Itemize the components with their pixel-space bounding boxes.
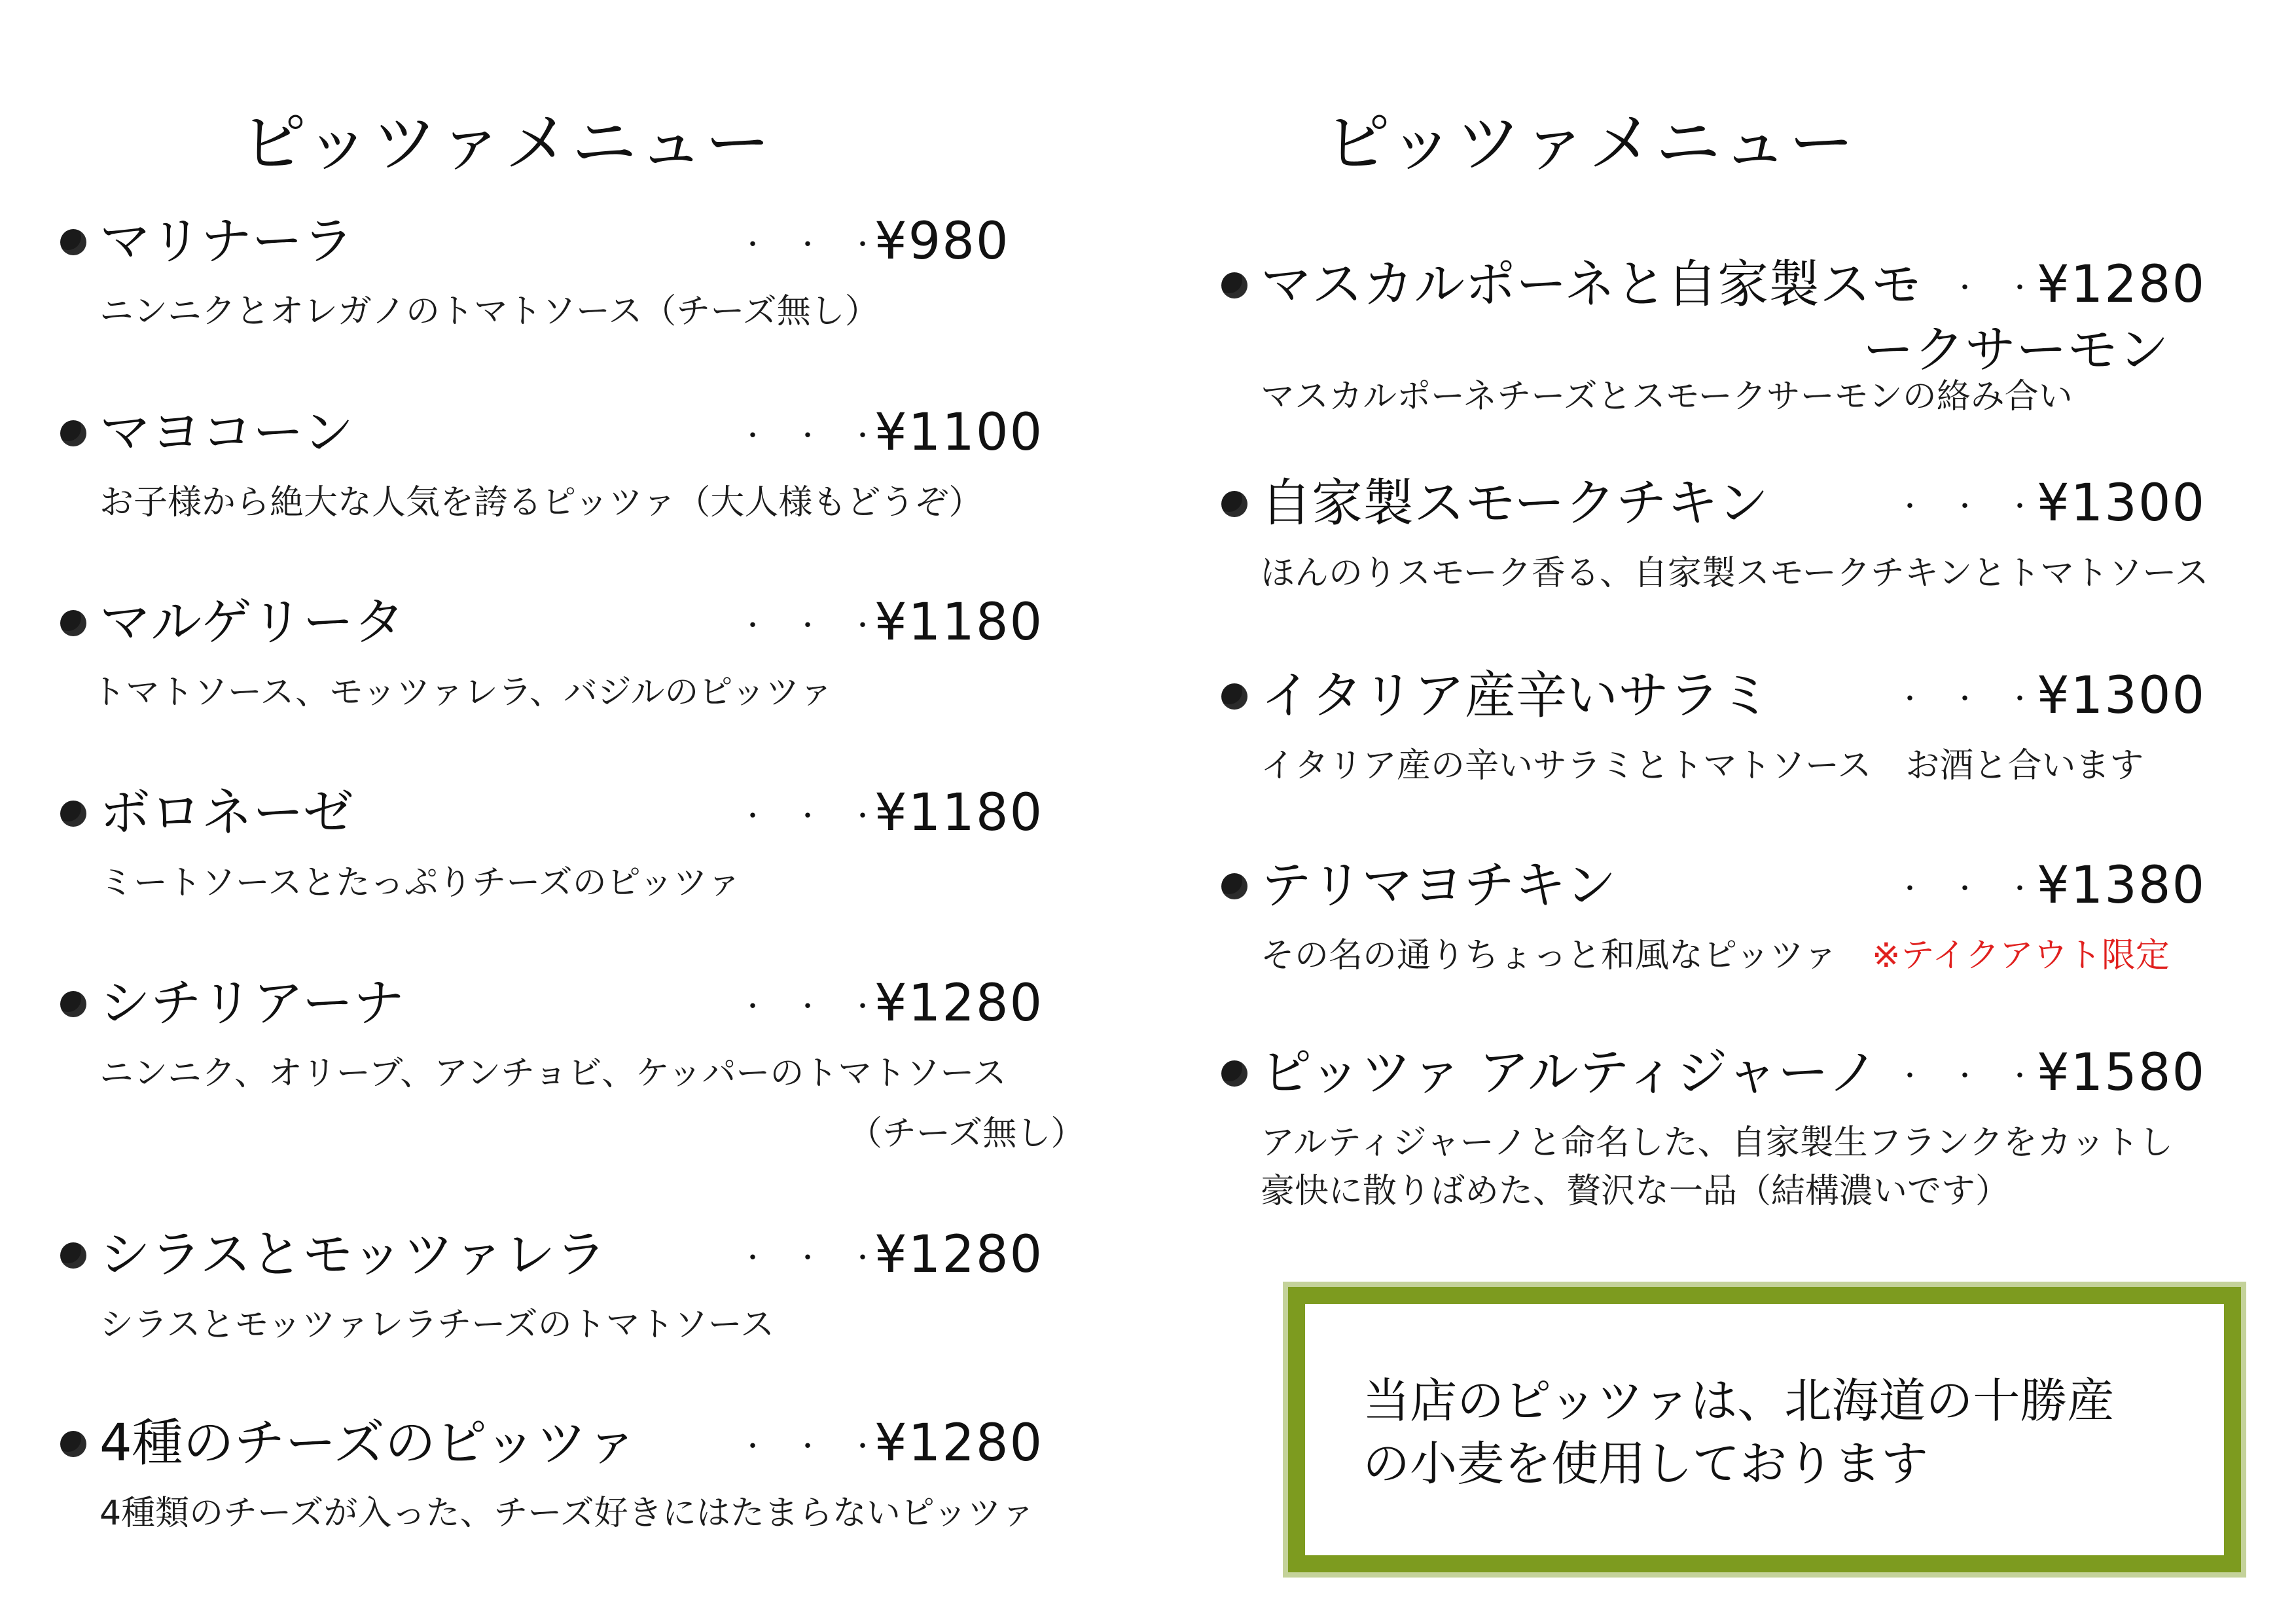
- bullet-icon: [1221, 1060, 1247, 1087]
- item-name-continued: ークサーモン: [1863, 321, 2170, 380]
- leader-dots: ・・・: [1897, 684, 2062, 714]
- item-description-continued: （チーズ無し）: [848, 1114, 1085, 1153]
- bullet-icon: [1221, 873, 1247, 899]
- item-description: シラスとモッツァレラチーズのトマトソース: [99, 1305, 775, 1344]
- leader-dots: ・・・: [740, 801, 905, 831]
- item-description: ニンニク、オリーブ、アンチョビ、ケッパーのトマトソース: [99, 1054, 1007, 1093]
- item-name: 自家製スモークチキン: [1261, 474, 1769, 533]
- item-price: ¥1300: [2037, 474, 2206, 533]
- item-price: ¥980: [874, 212, 1010, 271]
- item-description: お子様から絶大な人気を誇るピッツァ（大人様もどうぞ）: [99, 483, 983, 522]
- bullet-icon: [60, 1242, 86, 1269]
- leader-dots: ・・・: [1897, 273, 2062, 303]
- notice-text: [1363, 1369, 2227, 1495]
- item-price: ¥1180: [874, 784, 1044, 842]
- item-price: ¥1180: [874, 593, 1044, 652]
- notice-box: [1288, 1287, 2241, 1572]
- item-price: ¥1280: [874, 1414, 1044, 1473]
- item-price: ¥1280: [2037, 255, 2206, 314]
- leader-dots: ・・・: [740, 1432, 905, 1462]
- item-name: マヨコーン: [99, 403, 354, 462]
- leader-dots: ・・・: [1897, 874, 2062, 904]
- notice-line-2: の小麦を使用しております: [1363, 1436, 1929, 1491]
- item-description: ほんのりスモーク香る、自家製スモークチキンとトマトソース: [1261, 554, 2209, 593]
- item-name: シチリアーナ: [99, 974, 404, 1033]
- bullet-icon: [60, 229, 86, 255]
- item-name: シラスとモッツァレラ: [99, 1225, 607, 1284]
- bullet-icon: [1221, 491, 1247, 517]
- bullet-icon: [60, 1431, 86, 1457]
- item-price: ¥1100: [874, 403, 1044, 462]
- bullet-icon: [60, 991, 86, 1017]
- leader-dots: ・・・: [740, 992, 905, 1022]
- item-price: ¥1300: [2037, 666, 2206, 725]
- item-description: トマトソース、モッツァレラ、バジルのピッツァ: [92, 673, 833, 712]
- item-description: イタリア産の辛いサラミとトマトソース お酒と合います: [1261, 746, 2144, 785]
- menu-title-right: ピッツァメニュー: [1325, 105, 1856, 181]
- leader-dots: ・・・: [1897, 492, 2062, 522]
- item-description: その名の通りちょっと和風なピッツァ: [1261, 936, 1838, 975]
- bullet-icon: [1221, 683, 1247, 710]
- item-name: マリナーラ: [99, 212, 354, 271]
- item-name: イタリア産辛いサラミ: [1261, 666, 1772, 725]
- item-description-continued: 豪快に散りばめた、贅沢な一品（結構濃いです）: [1261, 1172, 2010, 1211]
- item-description: ミートソースとたっぷりチーズのピッツァ: [99, 863, 742, 903]
- item-price: ¥1580: [2037, 1043, 2206, 1102]
- notice-line-1: 当店のピッツァは、北海道の十勝産: [1363, 1373, 2115, 1428]
- bullet-icon: [60, 801, 86, 827]
- item-name: マスカルポーネと自家製スモ: [1261, 255, 1922, 314]
- item-name: ボロネーゼ: [99, 784, 354, 842]
- item-price: ¥1280: [874, 974, 1044, 1033]
- item-name: 4種のチーズのピッツァ: [99, 1414, 637, 1473]
- item-price: ¥1380: [2037, 856, 2206, 915]
- item-price: ¥1280: [874, 1225, 1044, 1284]
- leader-dots: ・・・: [740, 1243, 905, 1273]
- bullet-icon: [1221, 272, 1247, 298]
- leader-dots: ・・・: [740, 230, 905, 260]
- bullet-icon: [60, 420, 86, 446]
- leader-dots: ・・・: [1897, 1061, 2062, 1091]
- bullet-icon: [60, 610, 86, 636]
- menu-title-left: ピッツァメニュー: [241, 105, 772, 181]
- item-name: テリマヨチキン: [1261, 856, 1617, 915]
- takeout-only-note: ※テイクアウト限定: [1872, 936, 2170, 975]
- item-description: アルティジャーノと命名した、自家製生フランクをカットし: [1261, 1123, 2174, 1163]
- leader-dots: ・・・: [740, 421, 905, 451]
- item-name: ピッツァ アルティジャーノ: [1261, 1043, 1879, 1102]
- leader-dots: ・・・: [740, 611, 905, 641]
- item-description: マスカルポーネチーズとスモークサーモンの絡み合い: [1261, 377, 2073, 416]
- item-description: ニンニクとオレガノのトマトソース（チーズ無し）: [99, 292, 879, 331]
- item-name: マルゲリータ: [99, 593, 405, 652]
- item-description: 4種類のチーズが入った、チーズ好きにはたまらないピッツァ: [99, 1494, 1035, 1533]
